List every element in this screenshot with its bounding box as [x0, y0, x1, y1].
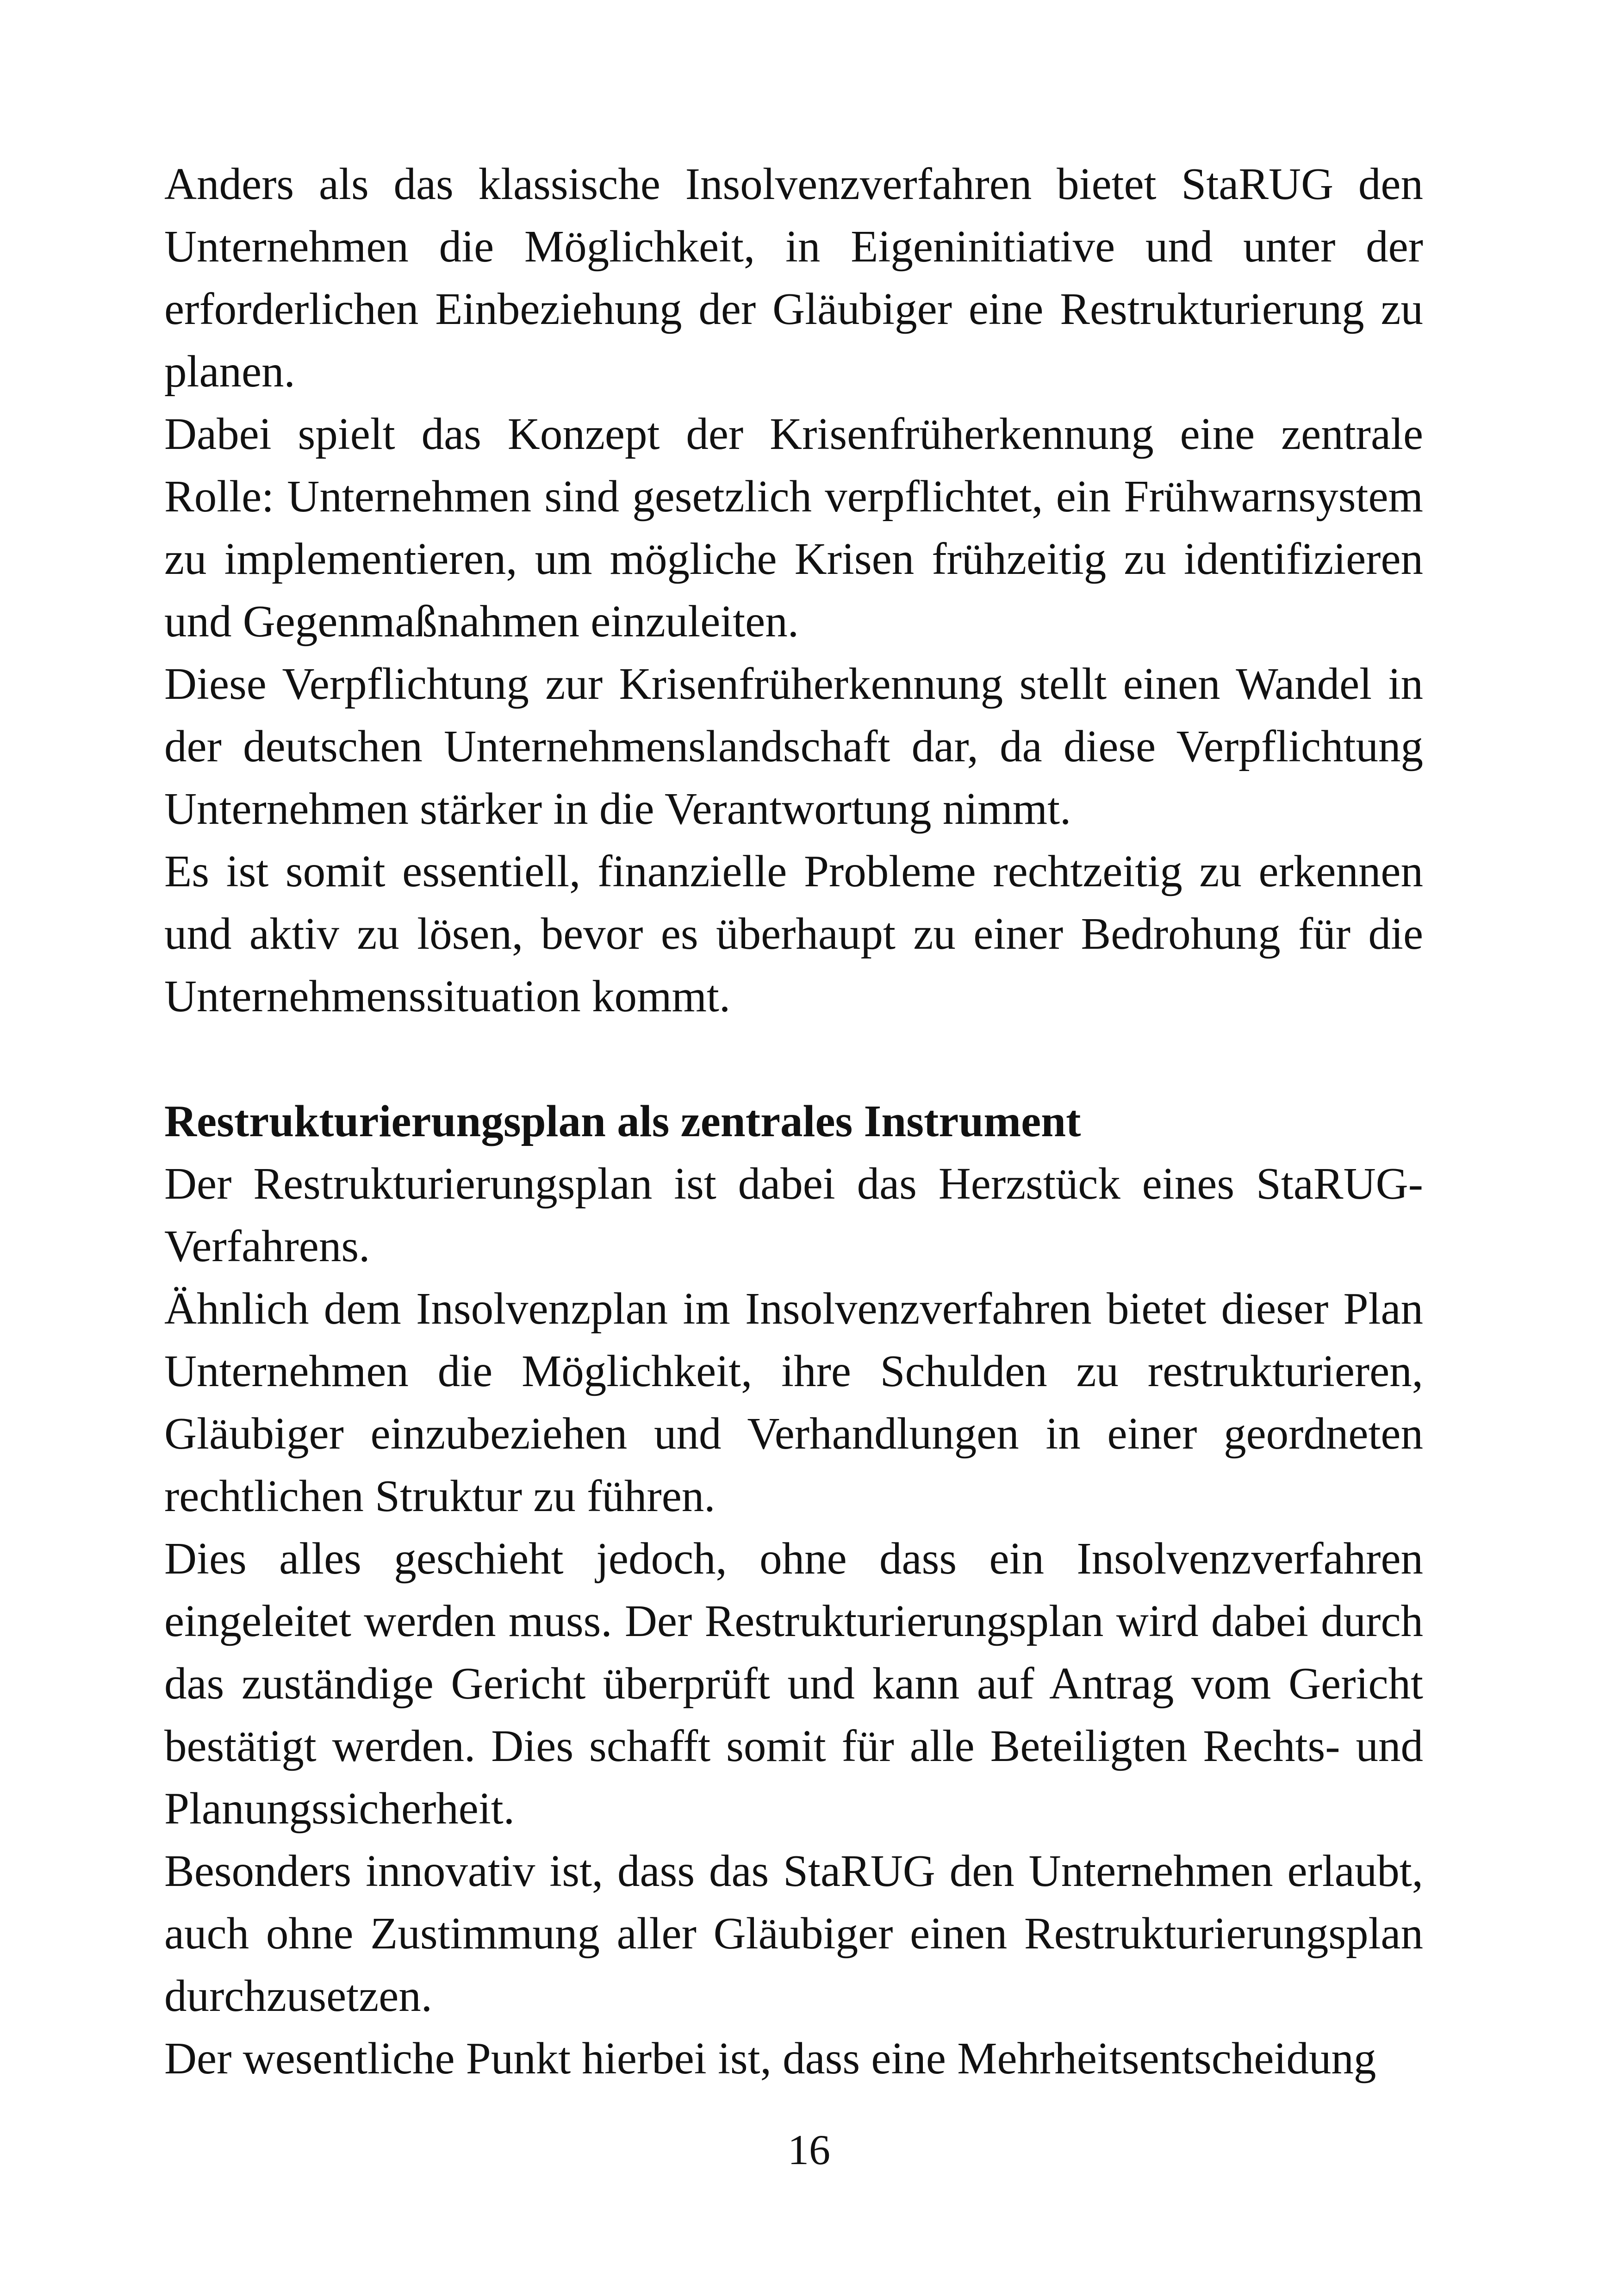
body-text	[164, 153, 1423, 2090]
paragraph-intro-3: Diese Verpflichtung zur Krisenfrüherkennung stellt einen Wandel in der deutschen Unternehmenslandschaft dar, da diese Verpflichtung Unternehmen stärker in die Verantwortung nimmt.	[164, 659, 1423, 834]
paragraph-intro-2: Dabei spielt das Konzept der Krisenfrüherkennung eine zentrale Rolle: Unternehmen sind gesetzlich verpflichtet, ein Frühwarnsystem zu implementieren, um mögliche Krisen frühzeitig zu identifizieren und Gegenmaßnahmen einzuleiten.	[164, 409, 1423, 646]
paragraph-section-2: Ähnlich dem Insolvenzplan im Insolvenzverfahren bietet dieser Plan Unternehmen die Möglichkeit, ihre Schulden zu restrukturieren, Gläubiger einzubeziehen und Verhandlungen in einer geordneten rechtlichen Struktur zu führen.	[164, 1284, 1423, 1521]
paragraph-intro-1: Anders als das klassische Insolvenzverfahren bietet StaRUG den Unternehmen die Möglichkeit, in Eigeninitiative und unter der erforderlichen Einbeziehung der Gläubiger eine Restrukturierung zu planen.	[164, 159, 1423, 396]
paragraph-section-4: Besonders innovativ ist, dass das StaRUG den Unternehmen erlaubt, auch ohne Zustimmung aller Gläubiger einen Restrukturierungsplan durchzusetzen.	[164, 1846, 1423, 2021]
section-heading: Restrukturierungsplan als zentrales Instrument	[164, 1096, 1081, 1146]
paragraph-gap	[164, 1027, 1423, 1090]
paragraph-section-1: Der Restrukturierungsplan ist dabei das Herzstück eines StaRUG-Verfahrens.	[164, 1159, 1423, 1271]
paragraph-intro-4: Es ist somit essentiell, finanzielle Probleme rechtzeitig zu erkennen und aktiv zu lösen, bevor es überhaupt zu einer Bedrohung für die Unternehmenssituation kommt.	[164, 846, 1423, 1021]
page-number: 16	[788, 2126, 830, 2173]
paragraph-section-3: Dies alles geschieht jedoch, ohne dass ein Insolvenzverfahren eingeleitet werden muss. Der Restrukturierungsplan wird dabei durch das zuständige Gericht überprüft und kann auf Antrag vom Gericht bestätigt werden. Dies schafft somit für alle Beteiligten Rechts- und Planungssicherheit.	[164, 1534, 1423, 1833]
paragraph-section-5: Der wesentliche Punkt hierbei ist, dass eine Mehrheitsentscheidung	[164, 2034, 1376, 2083]
